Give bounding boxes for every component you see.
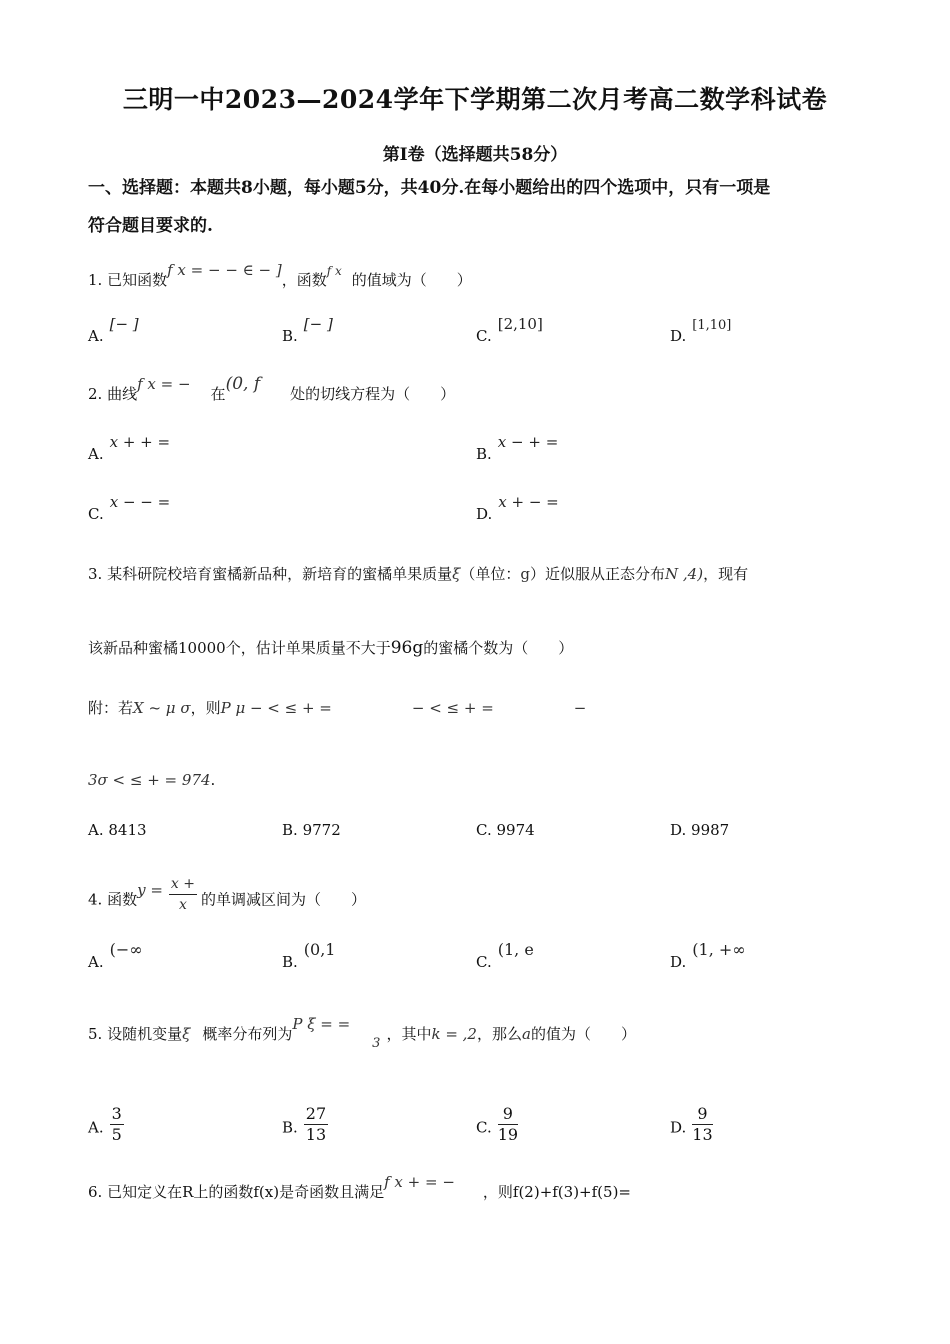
option-value: (1, +∞ — [692, 940, 746, 959]
question-5-option-b[interactable] — [282, 1104, 328, 1149]
question-4 — [88, 876, 366, 921]
question-1-option-b[interactable] — [282, 315, 333, 346]
option-value: 9987 — [691, 821, 730, 839]
option-fraction — [498, 1104, 518, 1145]
option-label: A. — [88, 953, 104, 971]
question-2-option-a[interactable] — [88, 433, 171, 464]
k-formula: k = ,2 — [431, 1025, 477, 1043]
question-5-option-a[interactable] — [88, 1104, 124, 1149]
question-5-option-d[interactable] — [670, 1104, 713, 1149]
option-value: x + + = — [109, 433, 171, 451]
option-label: A. — [88, 327, 104, 345]
section-instructions-line2: 符合题目要求的. — [88, 216, 213, 236]
option-value: 9974 — [496, 821, 535, 839]
question-6-prefix: 6. 已知定义在R上的函数f(x)是奇函数且满足 — [88, 1183, 385, 1201]
fraction-denominator: 13 — [305, 1125, 327, 1144]
option-label: B. — [282, 953, 298, 971]
distribution-formula: N ,4) — [665, 565, 704, 583]
question-5 — [88, 1015, 636, 1051]
question-6-formula: f x + = − — [384, 1173, 455, 1191]
question-1-option-a[interactable] — [88, 315, 139, 346]
option-label: C. — [476, 327, 492, 345]
question-4-formula-left: y = — [137, 880, 163, 899]
question-5-mid3: ，那么 — [476, 1025, 522, 1043]
option-label: B. — [282, 1118, 298, 1137]
option-label: C. — [88, 505, 104, 523]
option-label: C. — [476, 953, 492, 971]
appendix-formula2: P μ − < ≤ + = — [220, 699, 332, 717]
question-3-prefix: 3. 某科研院校培育蜜橘新品种，新培育的蜜橘单果质量 — [88, 565, 453, 583]
fraction-numerator: 9 — [692, 1104, 712, 1125]
option-value: [− ] — [109, 315, 139, 333]
option-label: B. — [282, 327, 298, 345]
question-3-option-c[interactable] — [476, 820, 535, 840]
option-value: [1,10] — [692, 318, 732, 333]
question-3-line2-suffix: 的蜜橘个数为（ ） — [423, 639, 574, 657]
section-subtitle: 第Ⅰ卷（选择题共58分） — [382, 145, 568, 165]
fraction-denominator: x — [178, 897, 187, 913]
question-4-prefix: 4. 函数 — [88, 890, 138, 909]
option-label: D. — [476, 505, 493, 523]
option-value: 8413 — [108, 821, 147, 839]
option-fraction — [304, 1104, 328, 1145]
fraction-numerator: 9 — [498, 1104, 518, 1125]
question-6 — [88, 1173, 631, 1202]
option-label: B. — [282, 821, 298, 839]
section-instructions-line1: 一、选择题：本题共8小题，每小题5分，共40分.在每小题给出的四个选项中，只有一项是 — [88, 178, 771, 198]
appendix-formula3: − < ≤ + = — [411, 699, 494, 717]
unit-symbol: g — [520, 565, 530, 583]
option-value: x + − = — [498, 493, 559, 511]
option-label: A. — [88, 445, 104, 463]
a-symbol: a — [522, 1025, 531, 1043]
question-3-suffix: ，现有 — [703, 565, 749, 583]
question-1-formula2: f x — [326, 264, 342, 278]
mass-value: 96g — [390, 638, 424, 658]
question-2-formula2: (0, f — [225, 374, 261, 394]
question-1 — [88, 261, 472, 291]
appendix-period: . — [210, 771, 216, 789]
fraction-denominator: 19 — [497, 1125, 519, 1144]
option-label: A. — [88, 821, 104, 839]
question-4-suffix: 的单调减区间为（ ） — [200, 890, 366, 909]
question-3-mid: （单位： — [460, 565, 521, 583]
question-3-option-b[interactable] — [282, 820, 341, 840]
question-2-option-c[interactable] — [88, 493, 171, 524]
question-2-option-b[interactable] — [476, 433, 559, 464]
question-1-middle: ，函数 — [281, 271, 327, 289]
question-4-option-c[interactable] — [476, 940, 534, 972]
appendix-formula5: 3σ < ≤ + = 974 — [88, 771, 211, 789]
question-1-option-c[interactable] — [476, 315, 543, 346]
option-fraction — [692, 1104, 712, 1145]
question-3-line1 — [88, 564, 748, 584]
option-value: [− ] — [303, 315, 333, 333]
fraction-denominator: 13 — [692, 1125, 713, 1144]
option-value: 9772 — [302, 821, 341, 839]
fraction-numerator: x + — [169, 874, 197, 895]
question-3-line2 — [88, 638, 573, 658]
question-2 — [88, 374, 456, 404]
option-label: A. — [88, 1118, 104, 1137]
question-4-option-d[interactable] — [670, 940, 746, 972]
option-label: D. — [670, 1118, 687, 1137]
xi-symbol: ξ — [182, 1025, 191, 1043]
fraction-numerator: 3 — [111, 1104, 122, 1123]
appendix-prefix: 附：若 — [88, 699, 134, 717]
question-6-suffix: ，则f(2)+f(3)+f(5)= — [482, 1183, 631, 1201]
option-value: (0,1 — [303, 940, 336, 959]
question-2-option-d[interactable] — [476, 493, 559, 524]
question-3-line4 — [88, 770, 215, 790]
appendix-formula4: − — [573, 699, 587, 717]
question-5-mid2: ，其中 — [386, 1025, 432, 1043]
option-label: B. — [476, 445, 492, 463]
appendix-formula1: X ~ μ σ — [133, 699, 191, 717]
question-1-prefix: 1. 已知函数 — [88, 271, 168, 289]
page-title: 三明一中2023—2024学年下学期第二次月考高二数学科试卷 — [122, 85, 828, 114]
question-4-option-b[interactable] — [282, 940, 336, 972]
fraction-numerator: 27 — [305, 1104, 327, 1123]
question-3-line2-prefix: 该新品种蜜橘10000个，估计单果质量不大于 — [88, 639, 391, 657]
question-3-option-d[interactable] — [670, 820, 729, 840]
option-label: D. — [670, 821, 687, 839]
option-value: [2,10] — [497, 315, 543, 333]
option-fraction — [110, 1104, 124, 1145]
option-label: C. — [476, 821, 492, 839]
question-2-prefix: 2. 曲线 — [88, 385, 138, 403]
question-3-option-a[interactable] — [88, 820, 147, 840]
question-5-prefix: 5. 设随机变量 — [88, 1025, 183, 1043]
option-label: C. — [476, 1118, 492, 1137]
question-4-option-a[interactable] — [88, 940, 143, 972]
question-5-option-c[interactable] — [476, 1104, 519, 1149]
option-value: (1, e — [497, 940, 534, 959]
option-label: D. — [670, 327, 687, 345]
option-value: (−∞ — [109, 940, 143, 959]
question-5-formula: P ξ = = — [292, 1015, 351, 1033]
question-4-fraction — [169, 874, 197, 915]
question-1-formula: f x = − − ∈ − ] — [167, 261, 282, 279]
question-1-option-d[interactable] — [670, 318, 732, 348]
question-2-middle: 在 — [210, 385, 226, 403]
option-value: x − − = — [109, 493, 171, 511]
question-2-suffix: 处的切线方程为（ ） — [290, 385, 456, 403]
question-2-formula: f x = − — [137, 375, 191, 393]
question-3-mid2: ）近似服从正态分布 — [529, 565, 665, 583]
appendix-mid: ，则 — [190, 699, 221, 717]
fraction-denominator: 3 — [372, 1036, 381, 1051]
question-5-mid: 概率分布列为 — [202, 1025, 293, 1043]
question-3-line3 — [88, 698, 868, 718]
question-1-suffix: 的值域为（ ） — [351, 271, 472, 289]
xi-symbol: ξ — [452, 565, 461, 583]
question-5-suffix: 的值为（ ） — [530, 1025, 636, 1043]
option-label: D. — [670, 953, 687, 971]
option-value: x − + = — [497, 433, 559, 451]
fraction-denominator: 5 — [111, 1125, 122, 1144]
